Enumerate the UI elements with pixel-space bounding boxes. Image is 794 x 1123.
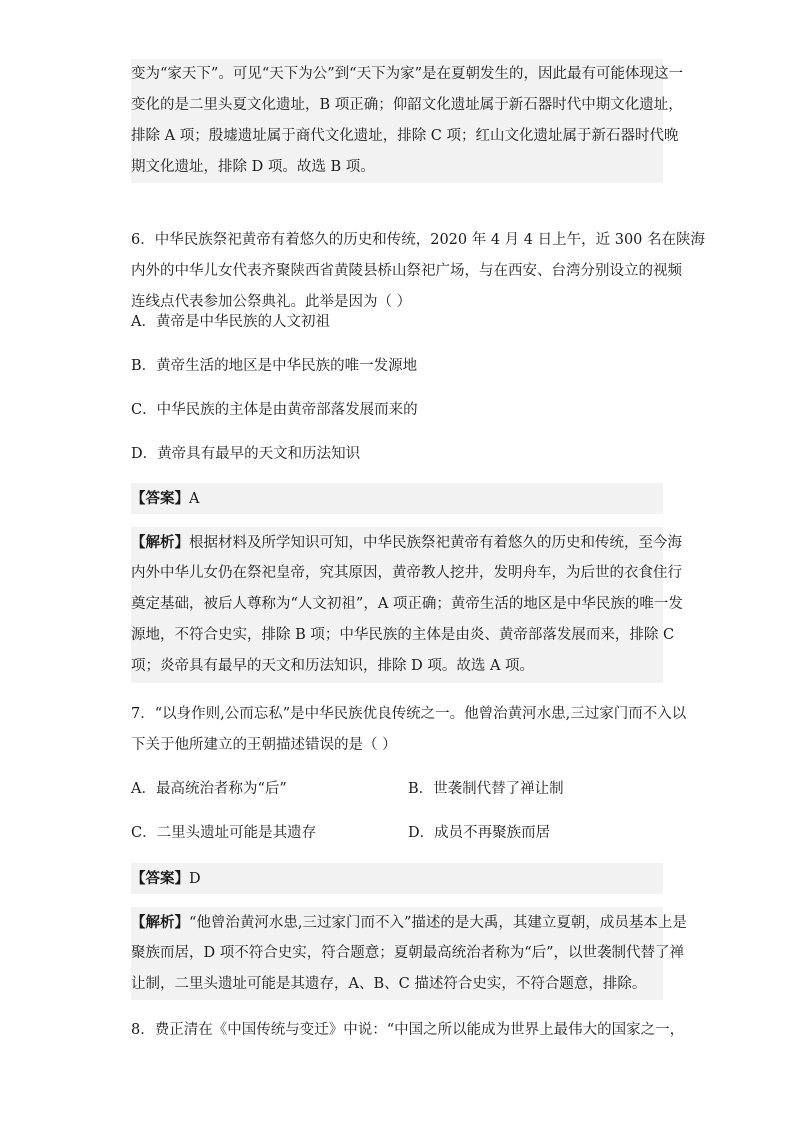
- explanation-label: 【解析】: [131, 914, 189, 931]
- answer-label: 【答案】: [131, 490, 189, 507]
- q7-explanation-line: “他曾治黄河水患,三过家门而不入”描述的是大禹，其建立夏朝，成员基本上是: [189, 915, 687, 931]
- q6-explanation-line: 奠定基础，被后人尊称为“人文初祖”，A 项正确；黄帝生活的地区是中华民族的唯一发: [131, 596, 683, 612]
- q7-options-row-1: [131, 774, 663, 805]
- q6-explanation-line: 项；炎帝具有最早的天文和历法知识，排除 D 项。故选 A 项。: [131, 658, 535, 674]
- q6-explanation-line: 根据材料及所学知识可知，中华民族祭祀黄帝有着悠久的历史和传统，至今海: [189, 535, 682, 551]
- option-text: C．中华民族的主体是由黄帝部落发展而来的: [131, 402, 418, 418]
- q8-stem-line: 8．费正清在《中国传统与变迁》中说：“中国之所以能成为世界上最伟大的国家之一，: [131, 1022, 685, 1038]
- option-text: B．黄帝生活的地区是中华民族的唯一发源地: [131, 358, 418, 374]
- q5-explanation-line: 变化的是二里头夏文化遗址，B 项正确；仰韶文化遗址属于新石器时代中期文化遗址，: [131, 97, 683, 113]
- q7-option-a: A．最高统治者称为“后”: [131, 781, 287, 797]
- q5-explanation-line: 变为“家天下”。可见“天下为公”到“天下为家”是在夏朝发生的，因此最有可能体现这一: [131, 66, 683, 82]
- q6-explanation: [131, 527, 683, 683]
- q6-stem-line: 6．中华民族祭祀黄帝有着悠久的历史和传统，2020 年 4 月 4 日上午，近 300 名在陕海: [131, 232, 706, 248]
- q7-option-c: C．二里头遗址可能是其遗存: [131, 825, 317, 841]
- q6-explanation-line: 内外中华儿女仍在祭祀皇帝，究其原因，黄帝教人挖井，发明舟车，为后世的衣食住行: [131, 565, 682, 581]
- q7-stem-line: 下关于他所建立的王朝描述错误的是（ ）: [131, 737, 397, 753]
- q5-explanation-line: 排除 A 项；殷墟遗址属于商代文化遗址，排除 C 项；红山文化遗址属于新石器时代晚: [131, 128, 679, 144]
- answer-value: A: [189, 491, 200, 507]
- answer-label: 【答案】: [131, 870, 189, 887]
- q7-option-b: B．世袭制代替了禅让制: [408, 781, 564, 797]
- q7-explanation-line: 让制，二里头遗址可能是其遗存，A、B、C 描述符合史实，不符合题意，排除。: [131, 976, 647, 992]
- q5-explanation-continued: [131, 59, 683, 183]
- q7-stem-line: 7．“以身作则,公而忘私”是中华民族优良传统之一。他曾治黄河水患,三过家门而不入以: [131, 706, 687, 722]
- q7-stem: [131, 699, 687, 761]
- q6-option-b: [131, 351, 663, 382]
- q5-explanation-line: 期文化遗址，排除 D 项。故选 B 项。: [131, 159, 375, 175]
- q7-options-row-2: [131, 818, 663, 849]
- option-text: D．黄帝具有最早的天文和历法知识: [131, 446, 361, 462]
- answer-value: D: [189, 871, 201, 887]
- q6-explanation-line: 源地，不符合史实，排除 B 项；中华民族的主体是由炎、黄帝部落发展而来，排除 C: [131, 627, 675, 643]
- q7-explanation: [131, 907, 687, 1000]
- q6-stem-line: 内外的中华儿女代表齐聚陕西省黄陵县桥山祭祀广场，与在西安、台湾分别设立的视频: [131, 263, 682, 279]
- q6-option-a: [131, 307, 663, 338]
- q6-stem: [131, 225, 706, 318]
- q7-option-d: D．成员不再聚族而居: [408, 825, 551, 841]
- option-text: A．黄帝是中华民族的人文初祖: [131, 314, 330, 330]
- q6-answer: [131, 483, 663, 514]
- q7-explanation-line: 聚族而居，D 项不符合史实，符合题意；夏朝最高统治者称为“后”，以世袭制代替了禅: [131, 945, 685, 961]
- q7-answer: [131, 863, 663, 894]
- explanation-label: 【解析】: [131, 534, 189, 551]
- q8-stem: [131, 1015, 685, 1046]
- q6-option-d: [131, 439, 663, 470]
- q6-option-c: [131, 395, 663, 426]
- q6-stem-line: 连线点代表参加公祭典礼。此举是因为（ ）: [131, 294, 412, 310]
